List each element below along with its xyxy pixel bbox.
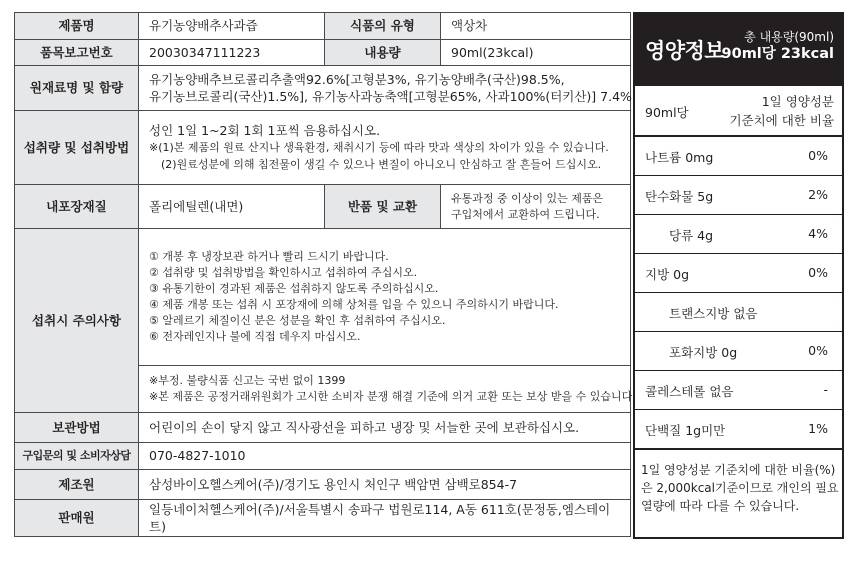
volume-label: 내용량: [325, 39, 441, 66]
footnote-line: 1일 영양성분 기준치에 대한 비율(%): [641, 463, 836, 477]
storage-label: 보관방법: [15, 412, 139, 442]
food-type-value: 액상차: [441, 13, 631, 40]
nutrition-subheader: [635, 86, 842, 137]
nutrient-name: 포화지방 0g: [669, 345, 738, 360]
caution-item: ① 개봉 후 냉장보관 하거나 빨리 드시기 바랍니다.: [149, 250, 389, 264]
nutrient-row-sodium: [635, 137, 842, 176]
daily-value-header: [729, 92, 834, 130]
footnote-line: 은 2,000kcal기준이므로 개인의 필요: [641, 481, 839, 495]
nutrient-row-saturated-fat: [635, 332, 842, 371]
row-caution: [15, 229, 631, 366]
nutrient-row-fat: [635, 254, 842, 293]
row-packaging: [15, 184, 631, 229]
daily-value-header-line: 기준치에 대한 비율: [729, 113, 834, 128]
row-inquiry: [15, 442, 631, 470]
nutrient-name: 나트륨 0mg: [645, 150, 714, 165]
packaging-value: 폴리에틸렌(내면): [139, 184, 325, 229]
ingredients-value: [139, 66, 631, 111]
per-serving-kcal: 90ml당 23kcal: [721, 46, 834, 62]
volume-value: 90ml(23kcal): [441, 39, 631, 66]
ingredients-line: 유기농양배추브로콜리추출액92.6%[고형분3%, 유기농양배추(국산)98.5%,: [149, 71, 565, 87]
caution-item: ③ 유통기한이 경과된 제품은 섭취하지 않도록 주의하십시오.: [149, 282, 439, 296]
caution-item: ④ 제품 개봉 또는 섭취 시 포장재에 의해 상처를 입을 수 있으니 주의하시기 바랍니다.: [149, 298, 559, 312]
row-storage: [15, 412, 631, 442]
per-serving-label: 90ml당: [645, 105, 689, 120]
row-seller: [15, 499, 631, 536]
inquiry-label: 구입문의 및 소비자상담: [15, 442, 139, 470]
row-report-number: [15, 39, 631, 66]
ingredients-line: 유기농브로콜리(국산)1.5%], 유기농사과농축액[고형분65%, 사과100%(터키산)] 7.4%: [149, 88, 632, 104]
intake-line: (2)원료성분에 의해 침전물이 생길 수 있으나 변질이 아니오니 안심하고 잘 흔들어 드십시오.: [161, 157, 602, 171]
nutrient-percent: 2%: [808, 187, 828, 202]
nutrition-total-box: [722, 30, 834, 63]
nutrient-row-trans-fat: [635, 293, 842, 332]
row-intake: [15, 110, 631, 184]
return-line: 유통과정 중 이상이 있는 제품은: [451, 191, 604, 205]
notice-line: ※본 제품은 공정거래위원회가 고시한 소비자 분쟁 해결 기준에 의거 교환 또는 보상 받을 수 있습니다.: [149, 390, 636, 404]
maker-label: 제조원: [15, 470, 139, 500]
storage-value: 어린이의 손이 닿지 않고 직사광선을 피하고 냉장 및 서늘한 곳에 보관하십시오.: [139, 412, 631, 442]
return-label: 반품 및 교환: [325, 184, 441, 229]
row-maker: [15, 470, 631, 500]
nutrient-percent: 0%: [808, 148, 828, 163]
row-ingredients: [15, 66, 631, 111]
product-info-table: [14, 12, 636, 537]
nutrient-row-cholesterol: [635, 371, 842, 410]
nutrient-name: 단백질 1g미만: [645, 423, 726, 438]
total-volume-label: 총 내용량(90ml): [744, 30, 834, 44]
nutrient-name: 탄수화물 5g: [645, 189, 714, 204]
intake-line: 성인 1일 1~2회 1회 1포씩 음용하십시오.: [149, 122, 381, 138]
return-value: [441, 184, 631, 229]
caution-item: ⑥ 전자레인지나 불에 직접 데우지 마십시오.: [149, 330, 361, 344]
daily-value-header-line: 1일 영양성분: [761, 94, 834, 109]
packaging-label: 내포장재질: [15, 184, 139, 229]
return-line: 구입처에서 교환하여 드립니다.: [451, 207, 600, 221]
caution-label: 섭취시 주의사항: [15, 229, 139, 413]
nutrient-percent: 1%: [808, 421, 828, 436]
caution-list: [139, 229, 631, 366]
inquiry-value: 070-4827-1010: [139, 442, 631, 470]
nutrient-name: 당류 4g: [669, 228, 714, 243]
maker-value: 삼성바이오헬스케어(주)/경기도 용인시 처인구 백암면 삼백로854-7: [139, 470, 631, 500]
intake-line: ※(1)본 제품의 원료 산지나 생육환경, 채취시기 등에 따라 맛과 색상의 차이가 있을 수 있습니다.: [149, 140, 609, 154]
seller-label: 판매원: [15, 499, 139, 536]
intake-value: [139, 110, 631, 184]
report-number-value: 20030347111223: [139, 39, 325, 66]
caution-item: ⑤ 알레르기 체질이신 분은 성분을 확인 후 섭취하여 주십시오.: [149, 314, 446, 328]
nutrition-footnote: [641, 461, 838, 515]
nutrient-name: 콜레스테롤 없음: [645, 384, 734, 399]
notice-value: [139, 366, 636, 413]
nutrient-row-protein: [635, 410, 842, 450]
nutrition-title: 영양정보: [645, 39, 725, 63]
product-name-value: 유기농양배추사과즙: [139, 13, 325, 40]
nutrient-name: 지방 0g: [645, 267, 690, 282]
report-number-label: 품목보고번호: [15, 39, 139, 66]
intake-label: 섭취량 및 섭취방법: [15, 110, 139, 184]
seller-value: 일등네이처헬스케어(주)/서울특별시 송파구 법원로114, A동 611호(문정동,엠스테이트): [139, 499, 631, 536]
ingredients-label: 원재료명 및 함량: [15, 66, 139, 111]
nutrient-percent: -: [823, 382, 828, 397]
product-name-label: 제품명: [15, 13, 139, 40]
food-type-label: 식품의 유형: [325, 13, 441, 40]
nutrient-percent: 4%: [808, 226, 828, 241]
nutrient-row-sugars: [635, 215, 842, 254]
footnote-line: 열량에 따라 다를 수 있습니다.: [641, 499, 800, 513]
caution-item: ② 섭취량 및 섭취방법을 확인하시고 섭취하여 주십시오.: [149, 266, 418, 280]
notice-line: ※부정. 불량식품 신고는 국번 없이 1399: [149, 374, 346, 388]
nutrition-header: [635, 14, 842, 86]
nutrient-percent: 0%: [808, 265, 828, 280]
nutrient-row-carbohydrate: [635, 176, 842, 215]
row-product-name: [15, 13, 631, 40]
nutrition-facts-panel: [633, 12, 844, 539]
nutrient-name: 트랜스지방 없음: [669, 306, 758, 321]
nutrient-percent: 0%: [808, 343, 828, 358]
